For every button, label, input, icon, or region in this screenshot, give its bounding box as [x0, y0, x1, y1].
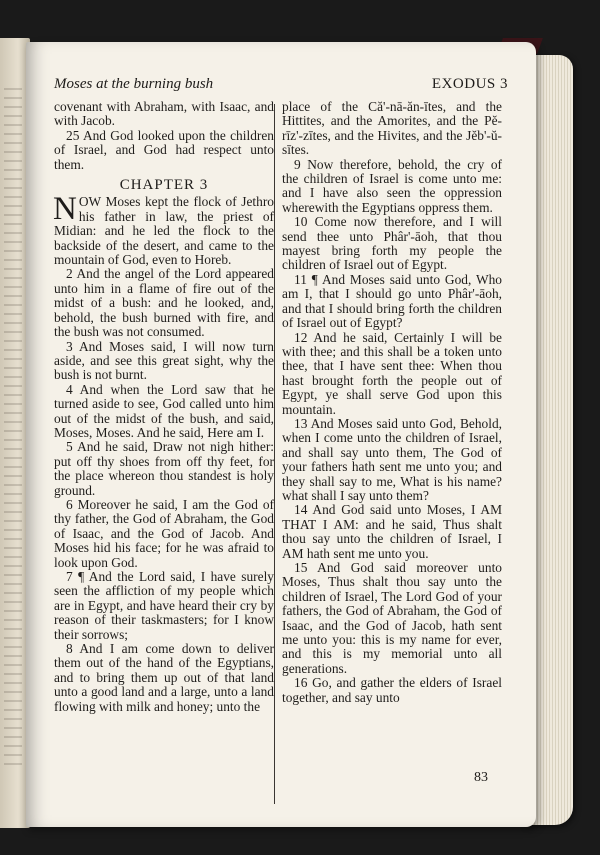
verse-8: 8 And I am come down to deliver them out of the hand of the Egyptians, and to bring them up out of that land unto a good land and a large, unto a land flowing with milk and honey; unto the: [54, 641, 274, 714]
left-column: [54, 100, 274, 714]
drop-cap: N: [53, 191, 77, 228]
verse-1-text: OW Moses kept the flock of Jethro his father in law, the priest of Midian: and he led the flock to the backside of the desert, and came to the mountain of God, even to Horeb.: [54, 194, 274, 268]
verse-6: 6 Moreover he said, I am the God of thy father, the God of Abraham, the God of Isaac, and the God of Jacob. And Moses hid his face; for he was afraid to look upon God.: [54, 496, 274, 570]
verse-11: 11 ¶ And Moses said unto God, Who am I, that I should go unto Phâr'-āoh, and that I should bring forth the children of Israel out of Egypt?: [282, 271, 502, 331]
verse-10: 10 Come now therefore, and I will send thee unto Phâr'-āoh, that thou mayest bring forth my people the children of Israel out of Egypt.: [282, 214, 502, 273]
continued-text: covenant with Abraham, with Isaac, and with Jacob.: [54, 99, 274, 129]
verse-2: 2 And the angel of the Lord appeared unto him in a flame of fire out of the midst of a bush: and he looked, and, behold, the bush burned with fire, and the bush was not consumed.: [54, 266, 274, 340]
verse-3: 3 And Moses said, I will now turn aside, and see this great sight, why the bush is not burnt.: [54, 338, 274, 383]
continued-text-right: place of the Că'-nā-ăn-ītes, and the Hittites, and the Amorites, and the Pĕ-rīz'-zītes, and the Hivites, and the Jĕb'-ŭ-sītes.: [282, 99, 502, 158]
verse-13: 13 And Moses said unto God, Behold, when I come unto the children of Israel, and shall say unto them, The God of your fathers hath sent me unto you; and they shall say to me, What is his name? what shall I say unto them?: [282, 415, 502, 503]
chapter-heading: CHAPTER 3: [119, 177, 209, 194]
verse-15: 15 And God said moreover unto Moses, Thus shalt thou say unto the children of Israel, The Lord God of your fathers, the God of Abraham, the God of Isaac, and the God of Jacob, hath sent me unto you: this is my name for ever, and this is my memorial unto all generations.: [282, 560, 502, 676]
verse-12: 12 And he said, Certainly I will be with thee; and this shall be a token unto thee, that I have sent thee: When thou hast brought forth the people out of Egypt, ye shall serve God upon this mountain.: [282, 329, 502, 417]
left-page-text-bleed: [4, 88, 22, 768]
header-book-chapter: EXODUS 3: [431, 76, 508, 92]
verse-7: 7 ¶ And the Lord said, I have surely seen the affliction of my people which are in Egypt, and have heard their cry by reason of their taskmasters; for I know their sorrows;: [54, 569, 274, 642]
running-header: [54, 76, 508, 98]
verse-4: 4 And when the Lord saw that he turned aside to see, God called unto him out of the midst of the bush, and said, Moses, Moses. And he said, Here am I.: [54, 381, 274, 440]
verse-9: 9 Now therefore, behold, the cry of the children of Israel is come unto me: and I have also seen the oppression wherewith the Egyptians oppress them.: [282, 156, 502, 215]
verse-5: 5 And he said, Draw not nigh hither: put off thy shoes from off thy feet, for the place whereon thou standest is holy ground.: [54, 439, 274, 498]
verse-14: 14 And God said unto Moses, I AM THAT I AM: and he said, Thus shalt thou say unto the children of Israel, I AM hath sent me unto you.: [282, 502, 502, 561]
right-column: [282, 100, 502, 705]
column-rule: [274, 104, 275, 804]
verse-1: [53, 191, 274, 268]
page-number: 83: [474, 770, 488, 785]
header-section-title: Moses at the burning bush: [54, 76, 214, 92]
verse-16: 16 Go, and gather the elders of Israel together, and say unto: [282, 675, 502, 705]
bible-page: [26, 42, 536, 827]
verse-25: 25 And God looked upon the children of Israel, and God had respect unto them.: [54, 127, 274, 172]
